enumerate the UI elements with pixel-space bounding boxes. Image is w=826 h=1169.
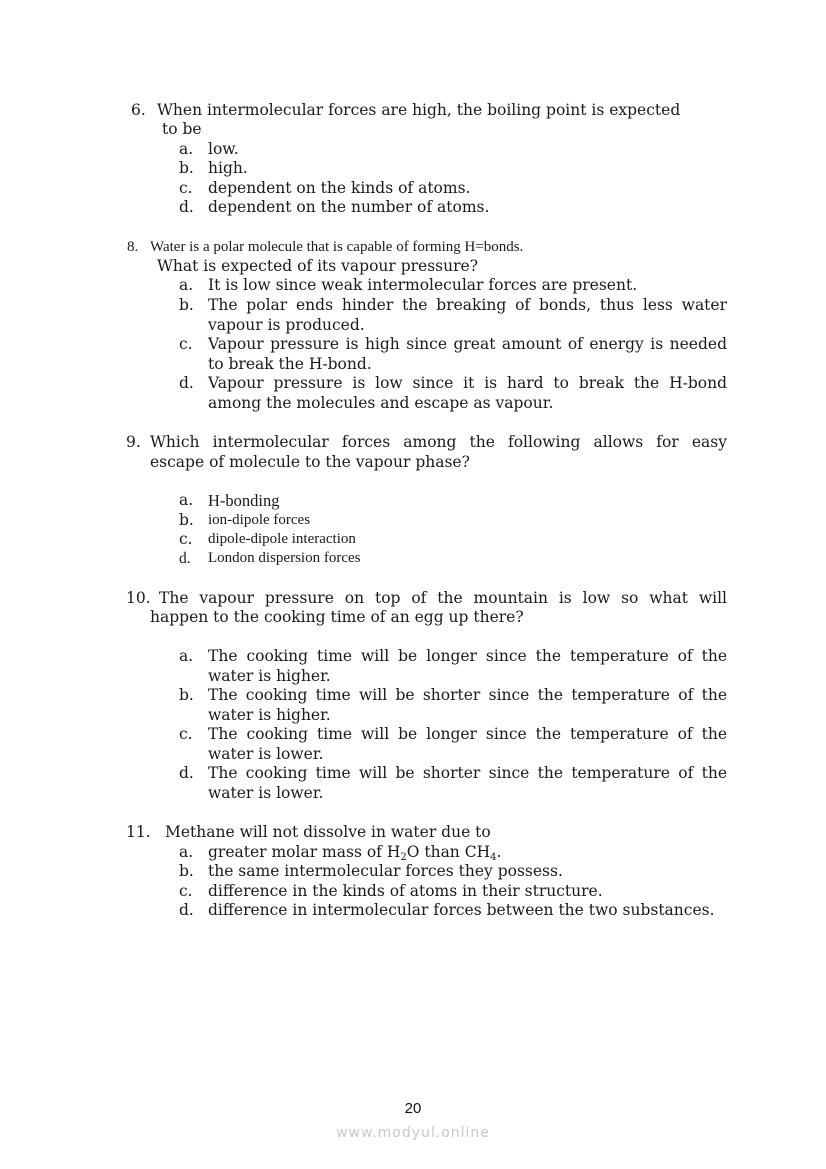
question-text: The vapour pressure on top of the mountain is low so what will bbox=[159, 589, 727, 607]
question-text: escape of molecule to the vapour phase? bbox=[150, 453, 470, 471]
question-text: Water is a polar molecule that is capable of forming H=bonds. bbox=[150, 239, 524, 255]
question-number: 10. bbox=[126, 589, 151, 607]
question-number: 9. bbox=[126, 433, 141, 451]
page-number: 20 bbox=[404, 1100, 422, 1117]
question-text: happen to the cooking time of an egg up there? bbox=[150, 608, 524, 626]
question-text: Which intermolecular forces among the following allows for easy bbox=[150, 433, 727, 451]
watermark: www.modyul.online bbox=[336, 1125, 490, 1141]
question-number: 8. bbox=[127, 239, 139, 255]
question-text: Methane will not dissolve in water due to bbox=[165, 823, 491, 841]
question-number: 11. bbox=[126, 823, 151, 841]
question-text: What is expected of its vapour pressure? bbox=[157, 257, 479, 275]
question-text: to be bbox=[162, 120, 202, 138]
question-text: When intermolecular forces are high, the boiling point is expected bbox=[157, 101, 681, 119]
question-number: 6. bbox=[131, 101, 146, 119]
